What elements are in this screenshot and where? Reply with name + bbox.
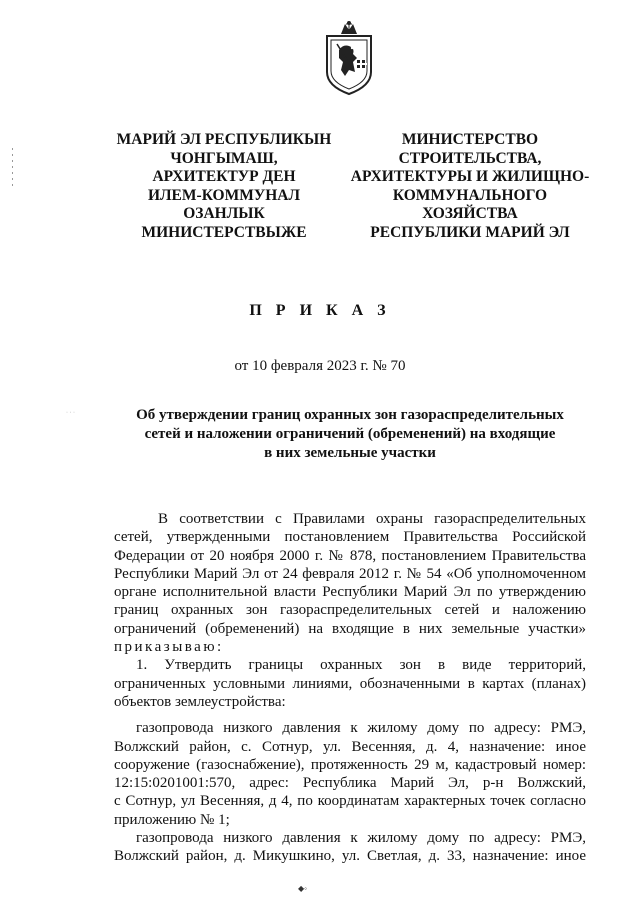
body-line: В соответствии с Правилами охраны газораспределительных: [158, 511, 586, 527]
header-right-line: МИНИСТЕРСТВО: [401, 131, 539, 148]
body-line: газопровода низкого давления к жилому дому по адресу: РМЭ,: [136, 830, 586, 847]
header-left-line: ИЛЕМ-КОММУНАЛ: [147, 186, 301, 204]
body-line: Республики Марий Эл от 24 февраля 2012 г. № 54 «Об уполномоченном: [114, 565, 586, 582]
header-left-block: [108, 131, 340, 242]
header-right-line: АРХИТЕКТУРЫ И ЖИЛИЩНО-: [350, 168, 590, 185]
body-line: органе исполнительной власти Республики Марий Эл по утверждению: [114, 584, 586, 601]
body-line: ограниченных условными линиями, обозначенными в картах (планах): [114, 675, 586, 692]
body-line: сооружение (газоснабжение), протяженность 29 м, кадастровый номер:: [114, 756, 586, 773]
header-left-line: МИНИСТЕРСТВЫЖЕ: [141, 223, 307, 241]
order-subject: [100, 406, 600, 463]
body-line: границ охранных зон газораспределительных сетей и наложению: [114, 602, 586, 619]
body-line: Волжский район, с. Сотнур, ул. Весенняя, д. 4, назначение: иное: [114, 738, 586, 755]
header-left-line: ЧОНГЫМАШ,: [170, 149, 278, 167]
body-line: 1. Утвердить границы охранных зон в виде территорий,: [136, 657, 586, 674]
header-right-line: СТРОИТЕЛЬСТВА,: [398, 149, 542, 167]
body-line: приложению № 1;: [114, 811, 230, 828]
header-right-line: РЕСПУБЛИКИ МАРИЙ ЭЛ: [370, 223, 570, 241]
header-left-line: АРХИТЕКТУР ДЕН: [152, 168, 296, 185]
document-body: [114, 510, 586, 866]
body-line: Федерации от 20 ноября 2000 г. № 878, постановлением Правительства: [114, 547, 586, 564]
header-left-line: ОЗАНЛЫК: [183, 205, 265, 222]
order-word: приказываю:: [114, 639, 224, 656]
margin-speck: · · ·: [66, 410, 75, 416]
body-line: с Сотнур, ул Весенняя, д 4, по координатам характерных точек согласно: [114, 793, 586, 810]
header-left-line: МАРИЙ ЭЛ РЕСПУБЛИКЫН: [116, 131, 332, 148]
order-date-line: от 10 февраля 2023 г. № 70: [234, 358, 406, 374]
footer-scan-mark: ◆◦: [298, 884, 307, 893]
body-line: сетей, утвержденными постановлением Правительства Российской: [114, 529, 586, 546]
subject-line: сетей и наложении ограничений (обременений) на входящие: [144, 426, 556, 442]
body-line: объектов землеустройства:: [114, 693, 286, 710]
body-line: газопровода низкого давления к жилому дому по адресу: РМЭ,: [136, 720, 586, 737]
body-line: Волжский район, д. Микушкино, ул. Светлая, д. 33, назначение: иное: [114, 848, 586, 865]
subject-line: Об утверждении границ охранных зон газораспределительных: [136, 407, 564, 423]
header-right-line: КОММУНАЛЬНОГО: [392, 186, 548, 204]
margin-dots: [12, 148, 14, 190]
body-line: ограничений (обременений) на входящие в них земельные участки»: [114, 620, 586, 637]
body-line: 12:15:0201001:570, адрес: Республика Марий Эл, р-н Волжский,: [114, 775, 586, 792]
subject-line: в них земельные участки: [264, 445, 436, 461]
header-right-block: [350, 131, 590, 242]
document-title: П Р И К А З: [249, 302, 391, 319]
header-right-line: ХОЗЯЙСТВА: [422, 205, 518, 222]
coat-of-arms-emblem: [319, 20, 379, 96]
